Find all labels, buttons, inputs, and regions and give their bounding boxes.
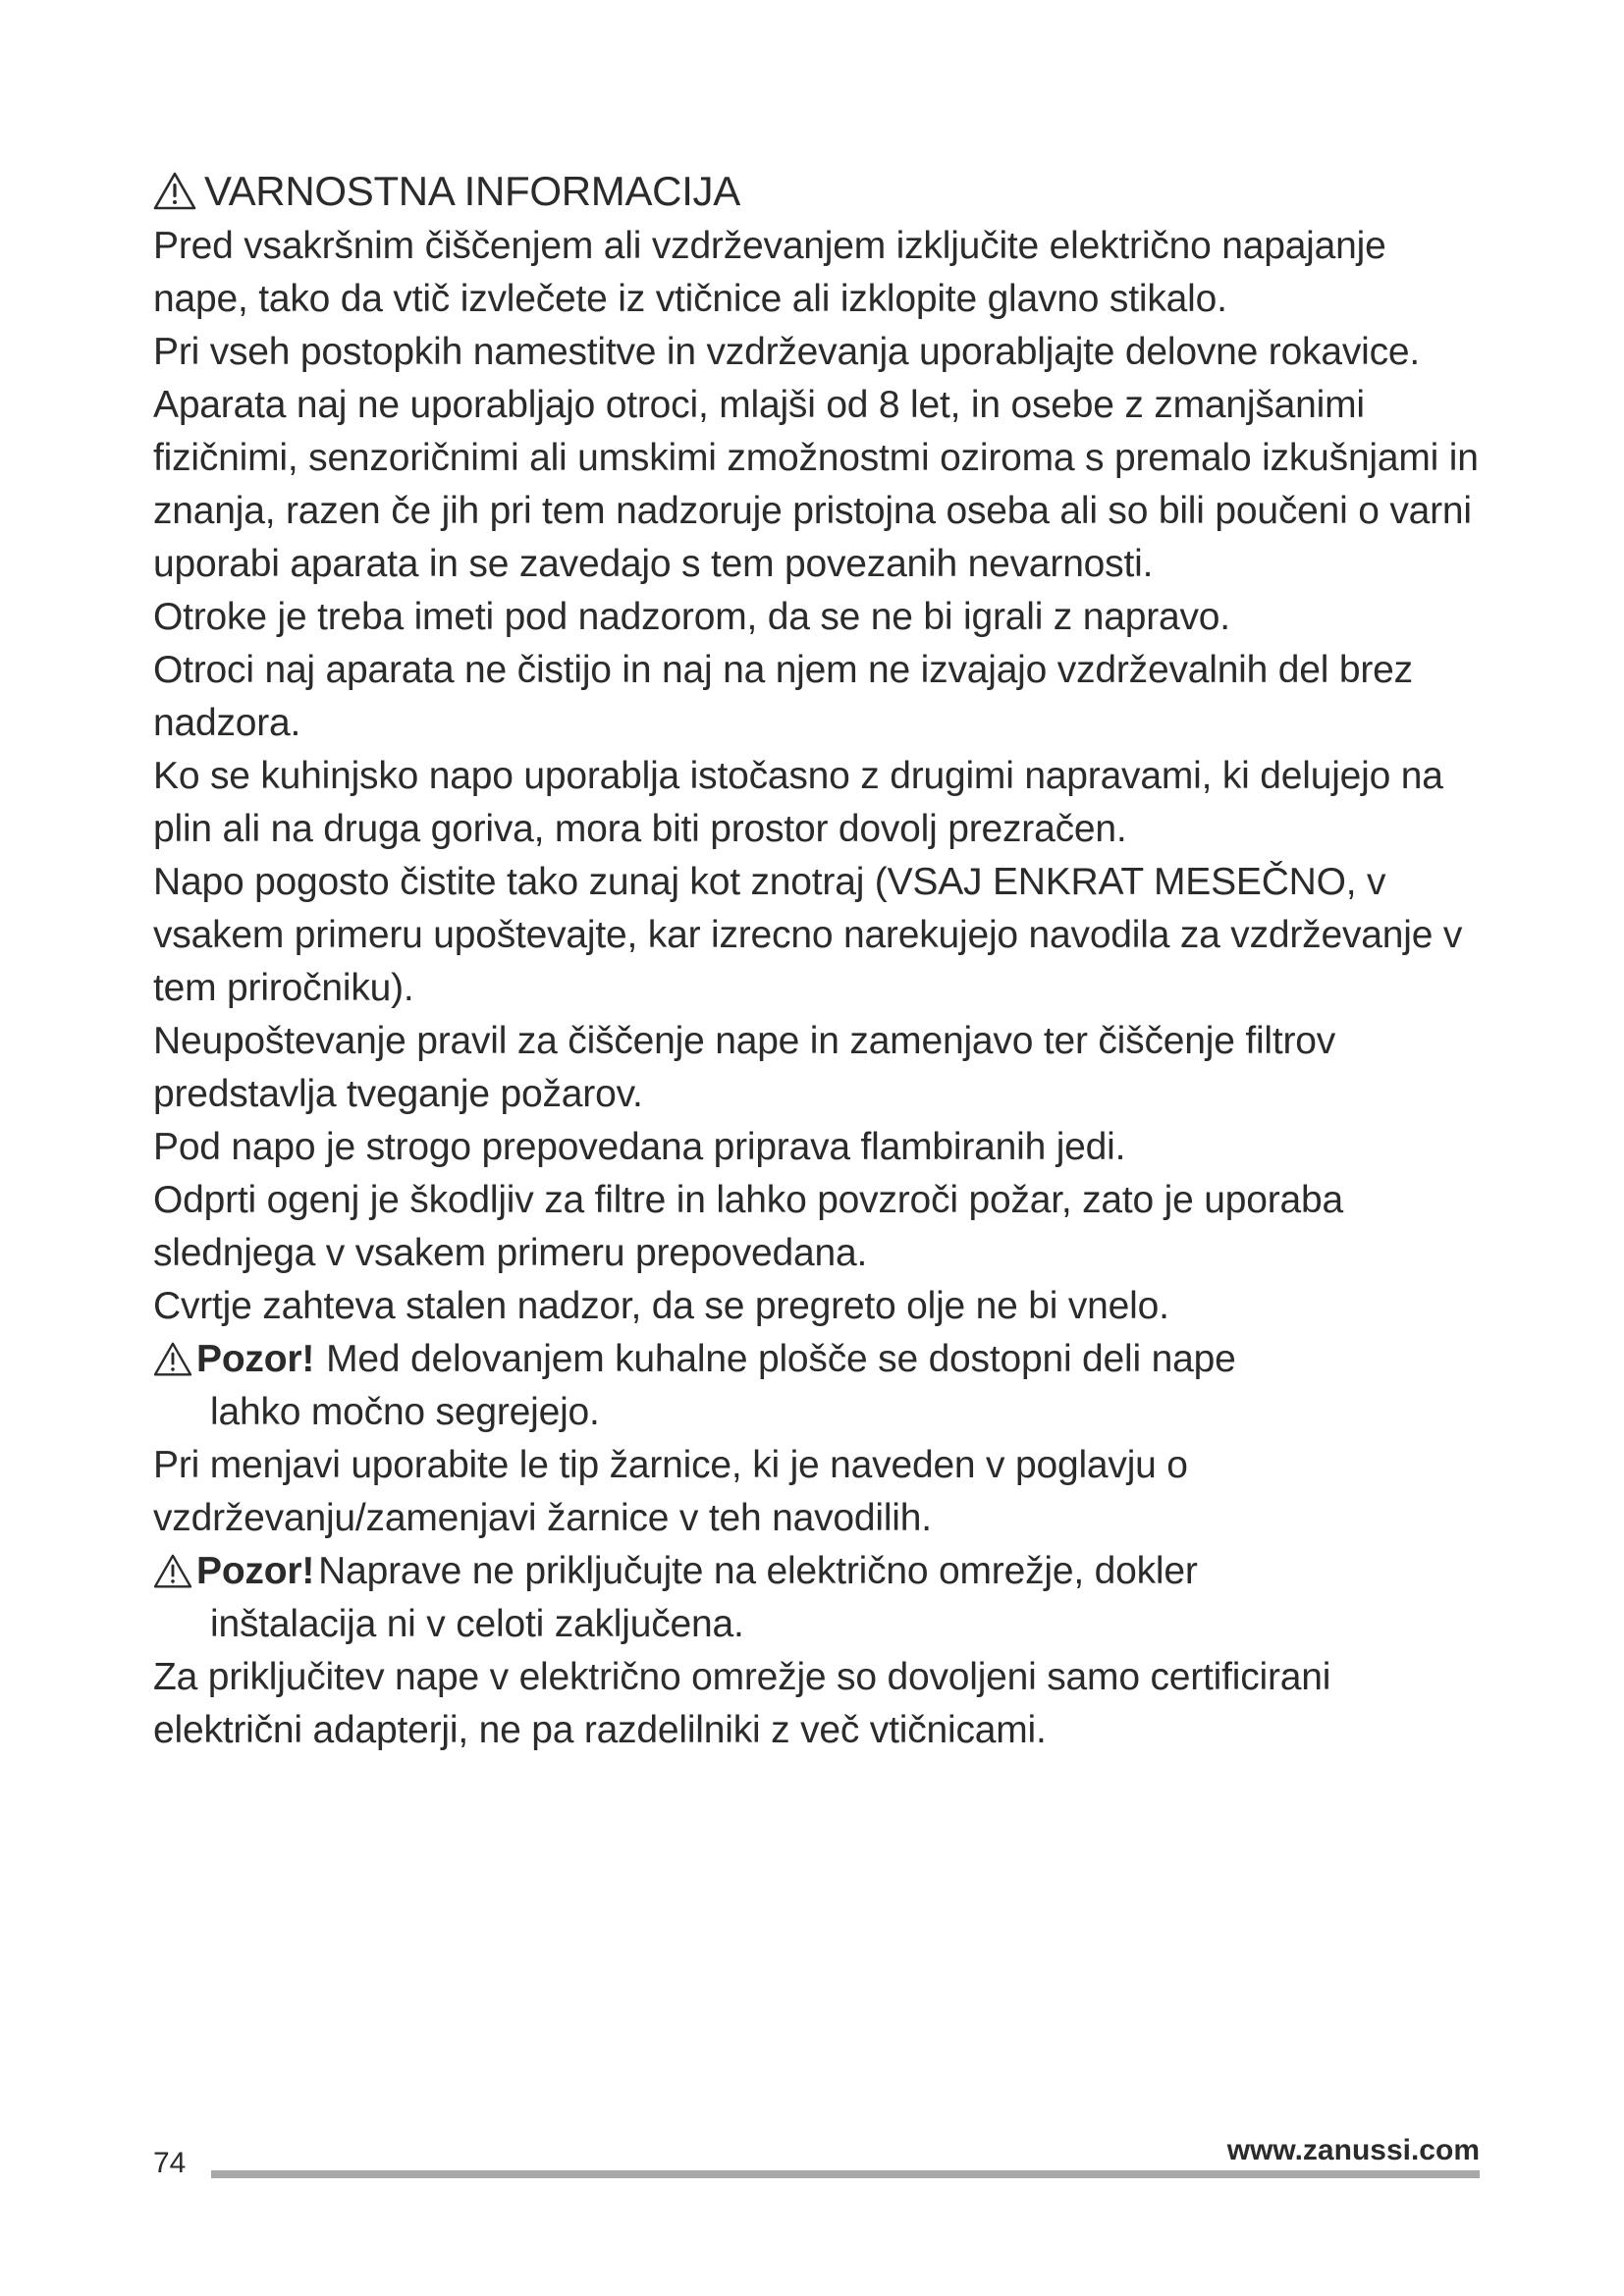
paragraph-adapters: Za priključitev nape v električno omrežje so dovoljeni samo certificirani električni adapterji, ne pa razdelilniki z več vtičnicami.: [153, 1656, 1331, 1751]
warning-triangle-icon: [153, 1554, 192, 1589]
website-url: www.zanussi.com: [1226, 2134, 1480, 2166]
paragraph-flambe: Pod napo je strogo prepovedana priprava flambiranih jedi.: [153, 1126, 1126, 1168]
paragraph-open-flame: Odprti ogenj je škodljiv za filtre in lahko povzroči požar, zato je uporaba slednjega v vsakem primeru prepovedana.: [153, 1179, 1343, 1274]
paragraph-children-supervised: Otroke je treba imeti pod nadzorom, da se ne bi igrali z napravo.: [153, 596, 1230, 638]
page-number: 74: [153, 2147, 187, 2179]
paragraph-frying: Cvrtje zahteva stalen nadzor, da se pregreto olje ne bi vnelo.: [153, 1285, 1169, 1327]
caution-line: [153, 1545, 1489, 1598]
paragraph-gloves: Pri vseh postopkih namestitve in vzdrževanja uporabljajte delovne rokavice.: [153, 331, 1421, 373]
paragraph-fire-risk: Neupoštevanje pravil za čiščenje nape in zamenjavo ter čiščenje filtrov predstavlja tveganje požarov.: [153, 1020, 1336, 1115]
paragraph-ventilation: Ko se kuhinjsko napo uporablja istočasno z drugimi napravami, ki delujejo na plin ali na druga goriva, mora biti prostor dovolj prezračen.: [153, 755, 1443, 850]
paragraph-bulb-type: Pri menjavi uporabite le tip žarnice, ki je naveden v poglavju o vzdrževanju/zamenjavi žarnice v teh navodilih.: [153, 1444, 1188, 1539]
paragraph-children-restricted: Aparata naj ne uporabljajo otroci, mlajši od 8 let, in osebe z zmanjšanimi fizičnimi, senzoričnimi ali umskimi zmožnostmi oziroma s premalo izkušnjami in znanja, razen če jih pri tem nadzoruje pristojna oseba ali so bili poučeni o varni uporabi aparata in se zavedajo s tem povezanih nevarnosti.: [153, 384, 1479, 585]
caution-text: Med delovanjem kuhalne plošče se dostopni deli nape: [326, 1338, 1236, 1380]
warning-triangle-icon: [153, 172, 196, 211]
paragraph-cleaning-frequency: Napo pogosto čistite tako zunaj kot znotraj (VSAJ ENKRAT MESEČNO, v vsakem primeru upoštevajte, kar izrecno narekujejo navodila za vzdrževanje v tem priročniku).: [153, 861, 1463, 1009]
paragraph-children-cleaning: Otroci naj aparata ne čistijo in naj na njem ne izvajajo vzdrževalnih del brez nadzora.: [153, 649, 1413, 744]
section-heading-text: VARNOSTNA INFORMACIJA: [204, 168, 740, 214]
caution-label: Pozor!: [196, 1550, 315, 1592]
footer-divider: [211, 2170, 1480, 2178]
section-heading: [153, 165, 1489, 218]
caution-text-continued: lahko močno segrejejo.: [210, 1391, 600, 1433]
paragraph-power-off: Pred vsakršnim čiščenjem ali vzdrževanjem izključite električno napajanje nape, tako da vtič izvlečete iz vtičnice ali izklopite glavno stikalo.: [153, 225, 1386, 320]
caution-installation: [153, 1545, 1489, 1651]
caution-text-continued: inštalacija ni v celoti zaključena.: [210, 1603, 744, 1645]
caution-line: [153, 1333, 1489, 1386]
caution-hot-parts: [153, 1333, 1489, 1439]
caution-text: Naprave ne priključujte na električno omrežje, dokler: [318, 1550, 1198, 1592]
warning-triangle-icon: [153, 1342, 192, 1377]
page-content: [153, 165, 1489, 1757]
caution-label: Pozor!: [196, 1338, 315, 1380]
